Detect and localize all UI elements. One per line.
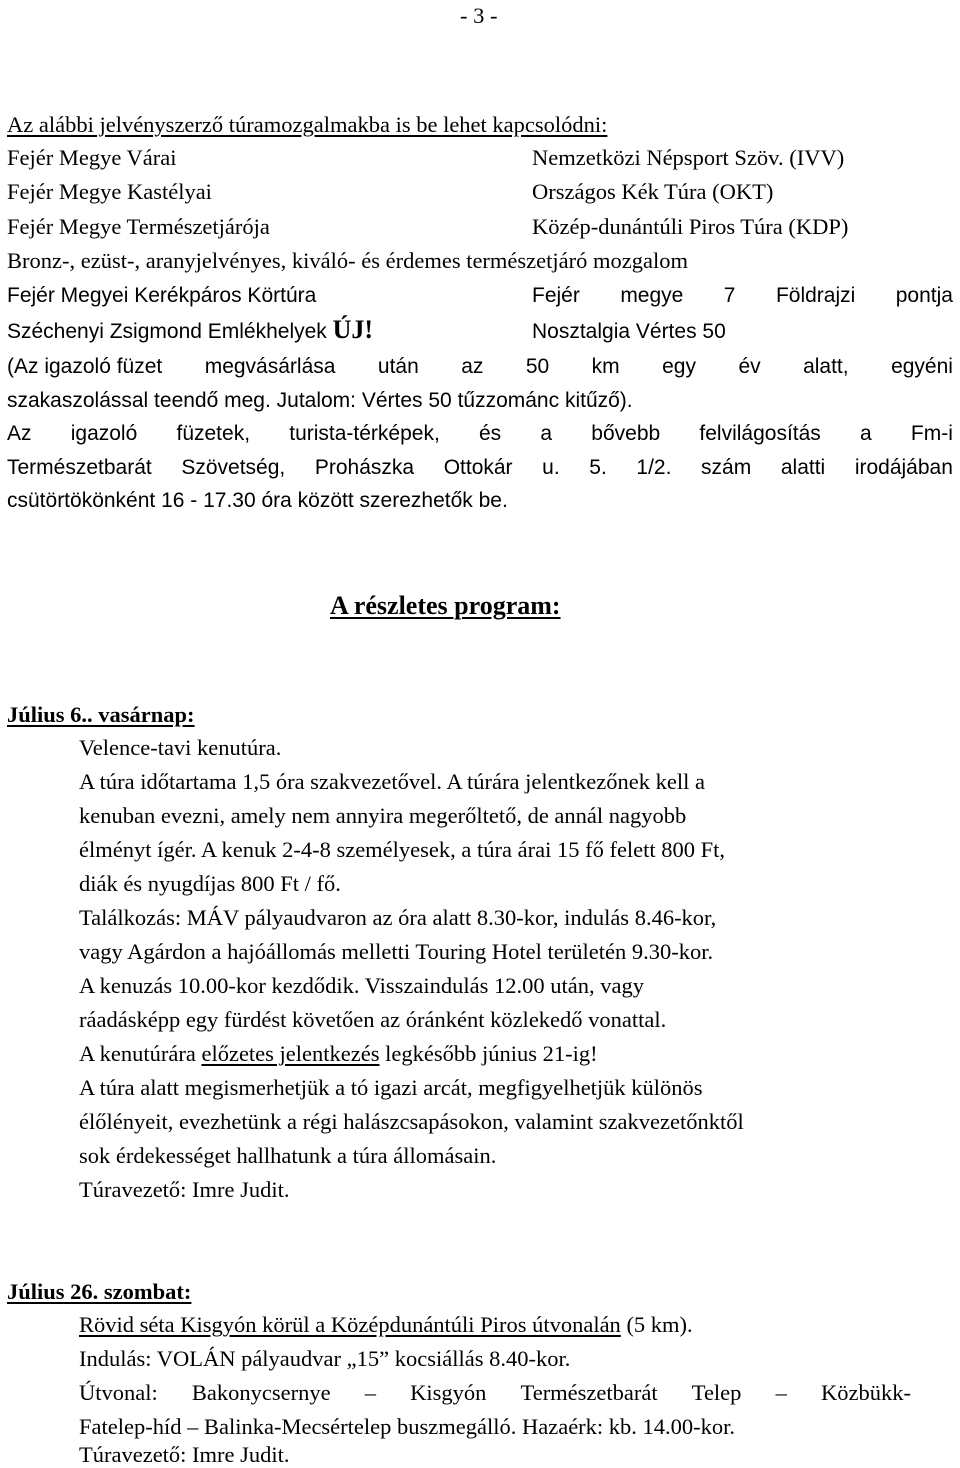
- word: és: [479, 422, 502, 445]
- word: pontja: [895, 284, 953, 307]
- word: után: [377, 355, 419, 378]
- word: Kisgyón: [410, 1380, 487, 1405]
- word: felvilágosítás: [699, 422, 821, 445]
- event-1-title: Velence-tavi kenutúra.: [79, 735, 282, 760]
- word: a: [540, 422, 553, 445]
- event-1-line: Találkozás: MÁV pályaudvaron az óra alatt 8.30-kor, indulás 8.46-kor,: [79, 905, 717, 930]
- fuzetek-line-1: [7, 423, 953, 444]
- event-1-line: ráadásképp egy fürdést követően az óránként közlekedő vonattal.: [79, 1007, 667, 1032]
- word: Földrajzi: [775, 284, 856, 307]
- word: alatt,: [803, 355, 849, 378]
- word: u.: [542, 456, 560, 479]
- word: –: [364, 1380, 376, 1405]
- word: Útvonal:: [79, 1380, 158, 1405]
- event-1-signup-line: [79, 1043, 598, 1066]
- signup-post: legkésőbb június 21-ig!: [385, 1041, 598, 1066]
- event-1-line: A túra időtartama 1,5 óra szakvezetővel. A túrára jelentkezőnek kell a: [79, 769, 705, 794]
- word: füzetek,: [176, 422, 251, 445]
- event-1-line: élőlényeit, evezhetünk a régi halászcsapásokon, valamint szakvezetőnktől: [79, 1109, 744, 1134]
- word: turista-térképek,: [289, 422, 440, 445]
- word: 1/2.: [636, 456, 672, 479]
- page-number: - 3 -: [460, 3, 498, 28]
- event-2-route-line-1: [79, 1382, 911, 1405]
- event-2-title: Rövid séta Kisgyón körül a Középdunántúli Piros útvonalán: [79, 1312, 621, 1337]
- bike-tour-right: [532, 285, 953, 306]
- bronze-movement-line: Bronz-, ezüst-, aranyjelvényes, kiváló- és érdemes természetjáró mozgalom: [7, 248, 688, 273]
- igazolo-line-2: szakaszolással teendő meg. Jutalom: Vértes 50 tűzzománc kitűző).: [7, 389, 633, 412]
- event-1-line: sok érdekességet hallhatunk a túra állomásain.: [79, 1143, 497, 1168]
- word: egy: [662, 355, 696, 378]
- word: bővebb: [591, 422, 661, 445]
- word: az: [461, 355, 484, 378]
- word: Bakonycsernye: [191, 1380, 331, 1405]
- event-1-date: Július 6.. vasárnap:: [7, 702, 195, 727]
- event-1-line: diák és nyugdíjas 800 Ft / fő.: [79, 871, 341, 896]
- movement-right-1: Nemzetközi Népsport Szöv. (IVV): [532, 145, 845, 170]
- igazolo-line-1: [7, 356, 953, 377]
- event-1-leader: Túravezető: Imre Judit.: [79, 1177, 290, 1202]
- szechenyi-line: [7, 317, 373, 343]
- nosztalgia-label: Nosztalgia Vértes 50: [532, 320, 726, 343]
- word: Fm-i: [910, 422, 953, 445]
- word: szám: [701, 456, 752, 479]
- event-1-line: vagy Agárdon a hajóállomás melletti Touring Hotel területén 9.30-kor.: [79, 939, 714, 964]
- movement-right-2: Országos Kék Túra (OKT): [532, 179, 774, 204]
- movement-right-3: Közép-dunántúli Piros Túra (KDP): [532, 214, 849, 239]
- word: egyéni: [891, 355, 953, 378]
- signup-pre: A kenutúrára: [79, 1041, 196, 1066]
- word: 7: [723, 284, 736, 307]
- movement-left-3: Fejér Megye Természetjárója: [7, 214, 270, 239]
- word: Közbükk-: [820, 1380, 911, 1405]
- szechenyi-label: Széchenyi Zsigmond Emlékhelyek: [7, 320, 327, 343]
- word: Telep: [691, 1380, 742, 1405]
- word: 50: [525, 355, 550, 378]
- word: Ottokár: [443, 456, 513, 479]
- fuzetek-line-2: [7, 457, 953, 478]
- word: –: [775, 1380, 787, 1405]
- word: km: [591, 355, 620, 378]
- word: irodájában: [854, 456, 953, 479]
- event-2-route-line-2: Fatelep-híd – Balinka-Mecsértelep buszmegálló. Hazaérk: kb. 14.00-kor.: [79, 1414, 736, 1439]
- event-2-leader: Túravezető: Imre Judit.: [79, 1442, 290, 1467]
- movement-left-2: Fejér Megye Kastélyai: [7, 179, 212, 204]
- event-1-line: élményt ígér. A kenuk 2-4-8 személyesek, a túra árai 15 fő felett 800 Ft,: [79, 837, 726, 862]
- event-1-line: A kenuzás 10.00-kor kezdődik. Visszaindulás 12.00 után, vagy: [79, 973, 645, 998]
- intro-heading: Az alábbi jelvényszerző túramozgalmakba is be lehet kapcsolódni:: [7, 112, 608, 137]
- word: a: [860, 422, 872, 445]
- movement-left-1: Fejér Megye Várai: [7, 145, 177, 170]
- event-2-title-line: [79, 1314, 693, 1337]
- word: Természetbarát: [520, 1380, 658, 1405]
- fuzetek-line-3: csütörtökönként 16 - 17.30 óra között szerezhetők be.: [7, 489, 508, 512]
- word: Az: [7, 422, 32, 445]
- word: alatti: [780, 456, 826, 479]
- event-1-line: kenuban evezni, amely nem annyira megerőltető, de annál nagyobb: [79, 803, 687, 828]
- word: 5.: [589, 456, 607, 479]
- program-title: A részletes program:: [330, 591, 561, 620]
- event-1-line: A túra alatt megismerhetjük a tó igazi arcát, megfigyelhetjük különös: [79, 1075, 703, 1100]
- bike-tour-left: Fejér Megyei Kerékpáros Körtúra: [7, 284, 317, 307]
- word: igazoló: [70, 422, 138, 445]
- word: megvásárlása: [204, 355, 336, 378]
- word: (Az igazoló füzet: [7, 355, 163, 378]
- word: Szövetség,: [181, 456, 286, 479]
- event-2-date: Július 26. szombat:: [7, 1279, 192, 1304]
- word: év: [738, 355, 761, 378]
- event-2-departure: Indulás: VOLÁN pályaudvar „15” kocsiállás 8.40-kor.: [79, 1346, 571, 1371]
- word: Prohászka: [314, 456, 415, 479]
- word: megye: [620, 284, 684, 307]
- signup-emphasis: előzetes jelentkezés: [201, 1041, 380, 1066]
- new-badge: ÚJ!: [332, 315, 374, 344]
- word: Természetbarát: [7, 456, 152, 479]
- event-2-distance: (5 km).: [620, 1312, 693, 1337]
- word: Fejér: [532, 284, 580, 307]
